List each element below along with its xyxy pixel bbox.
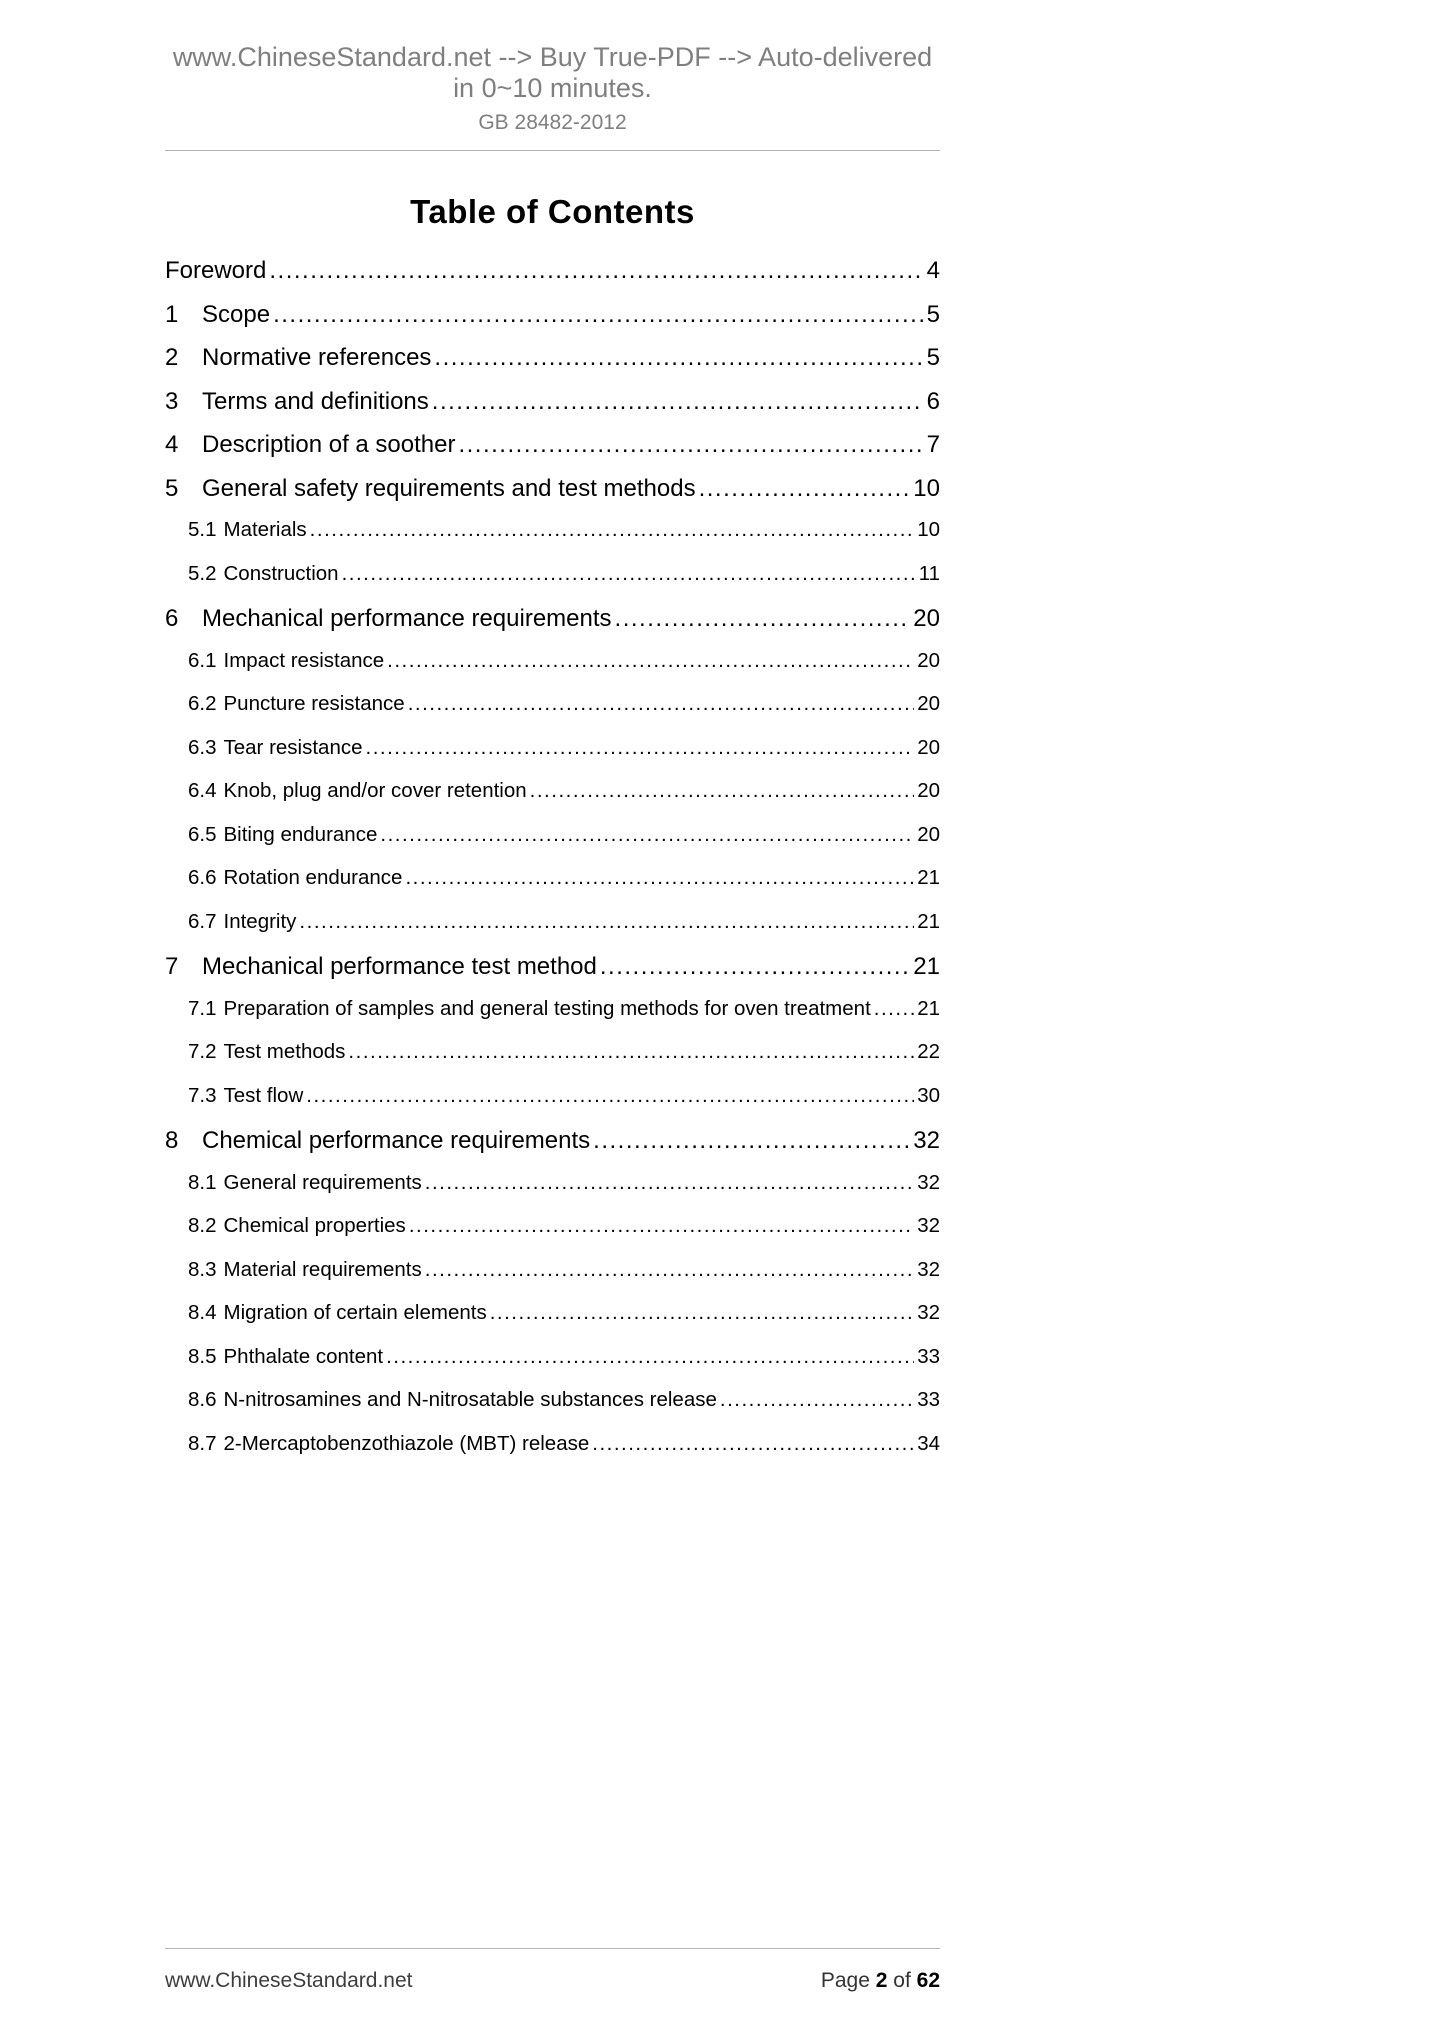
toc-entry-number: 7.2 [188, 1040, 217, 1063]
toc-entry-number: 6 [165, 605, 179, 632]
toc-entry-title: General safety requirements and test methods [202, 474, 696, 502]
toc-entry-page: 4 [926, 257, 940, 284]
toc-leader-dots [593, 1127, 910, 1155]
toc-leader-dots [310, 518, 915, 542]
footer-of-label: of [893, 1969, 911, 1992]
toc-entry-number: 5.2 [188, 561, 217, 585]
toc-entry-page: 6 [926, 387, 940, 415]
footer-page-indicator [821, 1969, 940, 1993]
toc-entry [165, 605, 940, 649]
toc-entry-number: 7.3 [188, 1083, 217, 1107]
toc-leader-dots [380, 823, 914, 847]
toc-entry-number: 5 [165, 474, 179, 502]
toc-entry-number: 8.7 [188, 1431, 217, 1455]
toc-entry [165, 1084, 940, 1128]
toc-leader-dots [490, 1301, 914, 1325]
footer-site-link[interactable]: www.ChineseStandard.net [165, 1969, 413, 1992]
toc-entry-title: Migration of certain elements [223, 1301, 487, 1324]
toc-entry-page: 32 [917, 1257, 940, 1281]
toc-entry [165, 1301, 940, 1345]
toc-entry [165, 779, 940, 823]
toc-entry-title: Test flow [223, 1083, 304, 1107]
toc-leader-dots [299, 910, 914, 934]
toc-entry-title: N-nitrosamines and N-nitrosatable substances release [223, 1388, 717, 1411]
toc-entry-title: General requirements [223, 1170, 422, 1194]
toc-entry [165, 736, 940, 780]
toc-leader-dots [530, 779, 915, 803]
footer-page-number: 2 [875, 1969, 888, 1992]
toc-entry-number: 6.3 [188, 735, 217, 759]
toc-entry-page: 20 [917, 779, 940, 802]
toc-entry [165, 953, 940, 997]
toc-entry-page: 20 [913, 605, 940, 632]
toc-entry [165, 518, 940, 562]
toc-entry-page: 20 [917, 692, 940, 715]
toc-entry [165, 431, 940, 475]
toc-leader-dots [273, 301, 924, 329]
toc-leader-dots [387, 649, 914, 673]
toc-entry-number: 6.5 [188, 822, 217, 846]
toc-entry-title: Integrity [223, 909, 297, 933]
toc-entry [165, 475, 940, 519]
toc-leader-dots [425, 1171, 914, 1195]
toc-list [165, 257, 940, 1475]
toc-entry-page: 32 [917, 1214, 940, 1237]
toc-entry-title: Description of a soother [202, 431, 456, 458]
toc-entry-page: 11 [918, 561, 940, 585]
toc-entry-number: 4 [165, 431, 179, 458]
toc-entry [165, 1345, 940, 1389]
toc-entry [165, 1040, 940, 1084]
toc-entry-title: Tear resistance [223, 735, 363, 759]
toc-entry-title: Normative references [202, 344, 432, 371]
toc-leader-dots [874, 997, 914, 1021]
toc-entry [165, 997, 940, 1041]
toc-entry-page: 10 [913, 474, 940, 502]
toc-entry-title: Mechanical performance requirements [202, 605, 612, 632]
toc-entry-title: Materials [223, 518, 307, 541]
toc-entry-title: Scope [202, 300, 271, 328]
toc-entry-title: Biting endurance [223, 822, 378, 846]
toc-entry [165, 301, 940, 345]
toc-entry-title: Phthalate content [223, 1344, 384, 1368]
toc-entry-page: 21 [917, 996, 940, 1020]
toc-entry-page: 5 [926, 344, 940, 371]
toc-entry-number: 1 [165, 300, 179, 328]
toc-entry-page: 30 [917, 1083, 940, 1107]
toc-entry-title: 2-Mercaptobenzothiazole (MBT) release [223, 1431, 590, 1455]
toc-entry [165, 1214, 940, 1258]
toc-entry-title: Preparation of samples and general testing methods for oven treatment [223, 996, 871, 1020]
toc-leader-dots [408, 692, 915, 716]
toc-entry-page: 21 [917, 909, 940, 933]
toc-entry [165, 257, 940, 301]
toc-entry-page: 32 [917, 1301, 940, 1324]
toc-entry-page: 21 [917, 866, 940, 889]
toc-leader-dots [342, 562, 916, 586]
toc-entry-title: Chemical performance requirements [202, 1127, 591, 1154]
toc-entry-title: Chemical properties [223, 1214, 406, 1237]
toc-entry [165, 692, 940, 736]
header-standard-number: GB 28482-2012 [478, 111, 627, 134]
toc-entry [165, 1127, 940, 1171]
toc-entry [165, 823, 940, 867]
toc-entry-page: 33 [917, 1388, 940, 1411]
toc-entry-title: Test methods [223, 1040, 346, 1063]
toc-entry-title: Terms and definitions [202, 387, 429, 415]
toc-entry-title: Material requirements [223, 1257, 422, 1281]
toc-entry-page: 10 [917, 518, 940, 541]
toc-entry [165, 562, 940, 606]
toc-leader-dots [699, 475, 911, 503]
toc-entry-number: 8.2 [188, 1214, 217, 1237]
footer-page-label: Page [820, 1969, 870, 1992]
toc-entry [165, 1432, 940, 1476]
toc-entry [165, 344, 940, 388]
toc-entry-title: Impact resistance [223, 648, 385, 672]
page-footer [165, 1948, 940, 1993]
toc-entry-number: 6.6 [188, 866, 217, 889]
toc-entry-title: Knob, plug and/or cover retention [223, 779, 527, 802]
header-banner-text: www.ChineseStandard.net --> Buy True-PDF --> Auto-delivered in 0~10 minutes. [172, 42, 933, 103]
toc-entry-page: 20 [917, 648, 940, 672]
toc-leader-dots [720, 1388, 914, 1412]
toc-entry-page: 22 [917, 1040, 940, 1063]
toc-entry-number: 6.2 [188, 692, 217, 715]
toc-entry [165, 1171, 940, 1215]
toc-entry-page: 20 [917, 822, 940, 846]
toc-entry-page: 32 [913, 1127, 940, 1154]
toc-entry [165, 866, 940, 910]
footer-row [165, 1969, 940, 1993]
toc-entry-number: 8.3 [188, 1257, 217, 1281]
toc-entry-title: Puncture resistance [223, 692, 405, 715]
toc-entry-number: 8.6 [188, 1388, 217, 1411]
toc-entry-page: 32 [917, 1170, 940, 1194]
toc-entry-number: 8 [165, 1127, 179, 1154]
toc-entry [165, 649, 940, 693]
toc-leader-dots [306, 1084, 914, 1108]
footer-total-pages: 62 [916, 1969, 940, 1992]
toc-entry-number: 2 [165, 344, 179, 371]
toc-entry-number: 7.1 [188, 996, 217, 1020]
toc-entry [165, 1258, 940, 1302]
toc-leader-dots [405, 866, 914, 890]
toc-entry-page: 33 [917, 1344, 940, 1368]
toc-leader-dots [269, 257, 923, 285]
toc-entry-number: 8.1 [188, 1170, 217, 1194]
page-header [165, 0, 940, 135]
toc-entry-number: 8.5 [188, 1344, 217, 1368]
toc-leader-dots [592, 1432, 914, 1456]
toc-entry [165, 388, 940, 432]
toc-entry-number: 6.4 [188, 779, 217, 802]
footer-divider [165, 1948, 940, 1949]
toc-entry [165, 1388, 940, 1432]
toc-entry-page: 20 [917, 735, 940, 759]
toc-entry-title: Rotation endurance [223, 866, 403, 889]
toc-entry-page: 5 [926, 300, 940, 328]
toc-leader-dots [348, 1040, 914, 1064]
toc-leader-dots [425, 1258, 914, 1282]
toc-entry-number: 6.1 [188, 648, 217, 672]
toc-leader-dots [409, 1214, 914, 1238]
toc-entry-number: 5.1 [188, 518, 217, 541]
toc-leader-dots [434, 344, 923, 372]
header-divider [165, 150, 940, 151]
toc-leader-dots [432, 388, 924, 416]
toc-entry-page: 21 [913, 953, 940, 980]
toc-leader-dots [600, 953, 910, 981]
toc-leader-dots [386, 1345, 914, 1369]
toc-entry [165, 910, 940, 954]
page-title: Table of Contents [410, 193, 695, 230]
toc-entry-number: 7 [165, 953, 179, 980]
toc-entry-number: 6.7 [188, 909, 217, 933]
toc-entry-page: 7 [926, 431, 940, 458]
toc-leader-dots [615, 605, 911, 633]
toc-entry-number: 8.4 [188, 1301, 217, 1324]
toc-entry-title: Construction [223, 561, 339, 585]
toc-entry-number: 3 [165, 387, 179, 415]
toc-leader-dots [458, 431, 923, 459]
toc-entry-page: 34 [917, 1431, 940, 1455]
toc-entry-title: Mechanical performance test method [202, 953, 597, 980]
page-content [165, 0, 940, 1475]
toc-entry-title: Foreword [165, 257, 267, 284]
toc-leader-dots [366, 736, 915, 760]
